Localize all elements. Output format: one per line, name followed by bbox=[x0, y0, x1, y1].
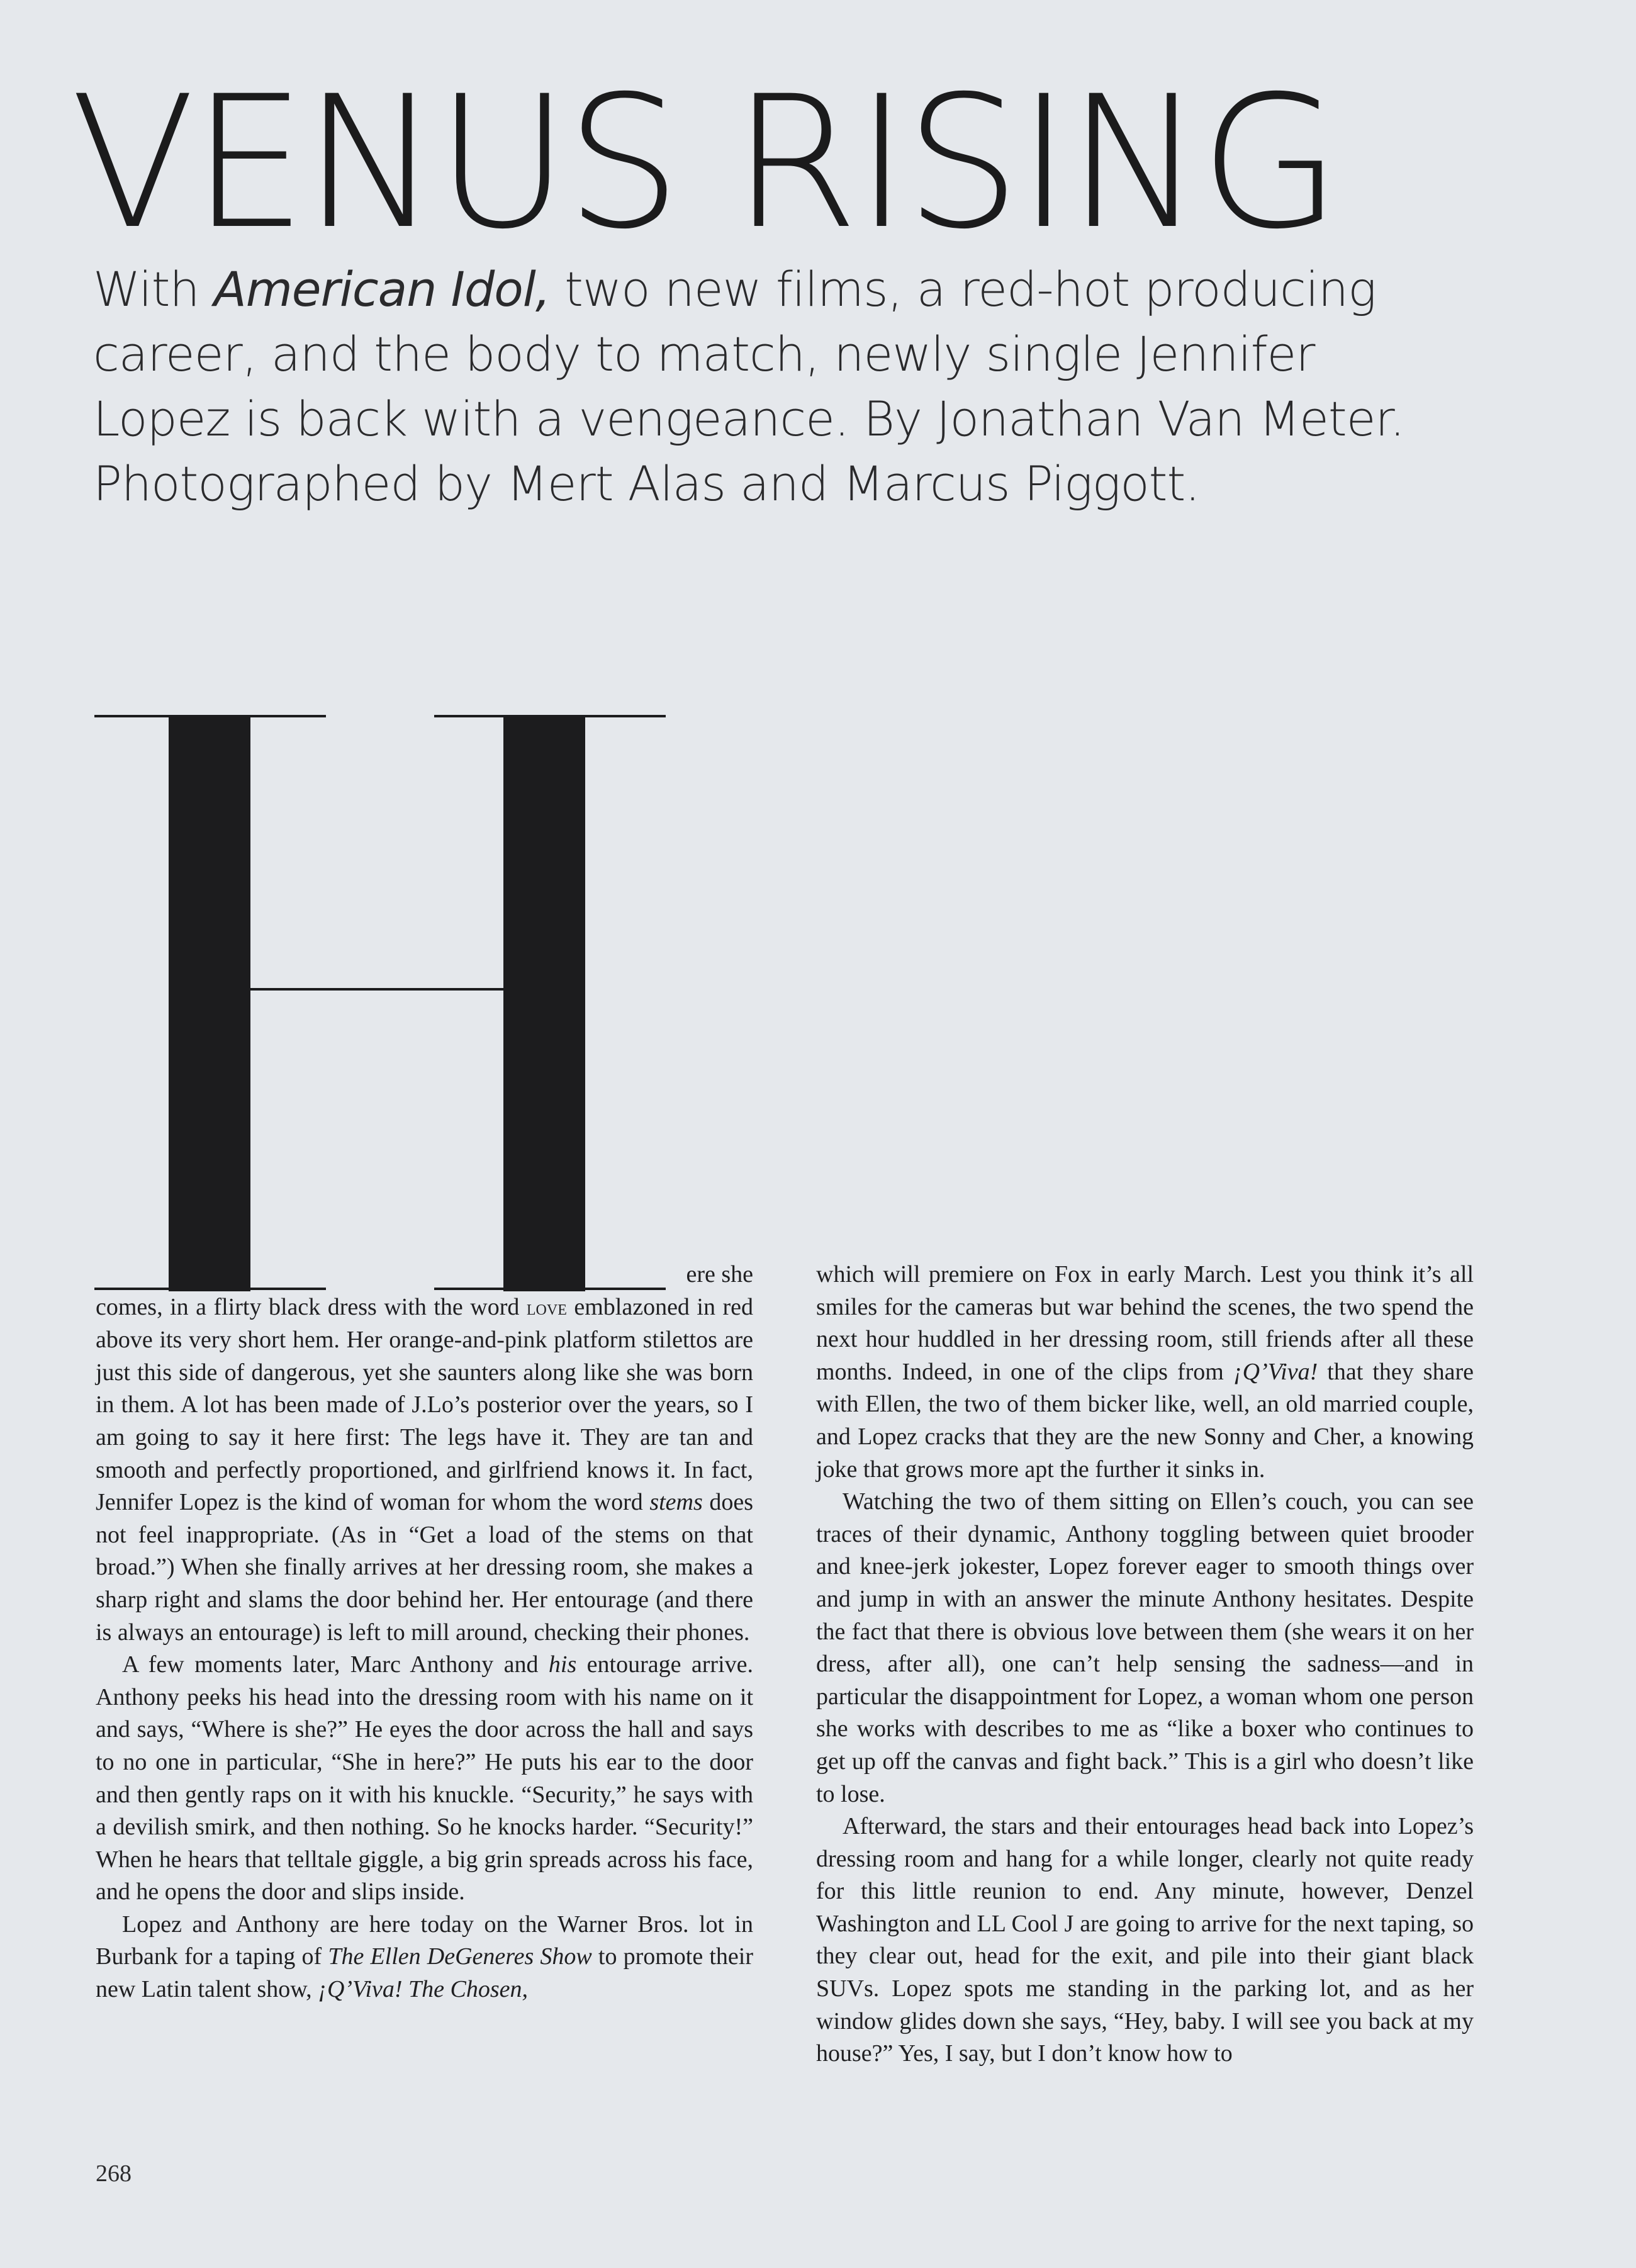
p3-italic-show: The Ellen DeGeneres Show bbox=[328, 1943, 592, 1970]
body-column-left bbox=[96, 1259, 753, 2006]
paragraph-2 bbox=[96, 1649, 753, 1909]
article-dek bbox=[93, 257, 1446, 516]
paragraph-3 bbox=[96, 1909, 753, 2006]
article-title: VENUS RISING bbox=[70, 57, 1338, 269]
p1-italic-stems: stems bbox=[649, 1489, 703, 1516]
p1-text-a: comes, in a flirty black dress with the word bbox=[96, 1293, 527, 1320]
p3-text-b: to promote their new Latin talent show, bbox=[96, 1943, 753, 2003]
p3-italic-qviva: ¡Q’Viva! The Chosen, bbox=[318, 1976, 529, 2003]
p4-italic-qviva: ¡Q’Viva! bbox=[1233, 1358, 1318, 1385]
p2-text-b: entourage arrive. Anthony peeks his head into the dressing room with his name on it and says, “Where is she?” He eyes the door across the hall and says to no one in particular, “She in here?” He puts his ear to the door and then gently raps on it with his knuckle. “Security,” he says with a devilish smirk, and then nothing. So he knocks harder. “Security!” When he hears that telltale giggle, a big grin spreads across his face, and he opens the door and slips inside. bbox=[96, 1651, 753, 1906]
p1-text-c: does not feel inappropriate. (As in “Get a load of the stems on that broad.”) When she finally arrives at her dressing room, she makes a sharp right and slams the door behind her. Her entourage (and there is always an entourage) is left to mill around, checking their phones. bbox=[96, 1489, 753, 1646]
paragraph-1 bbox=[96, 1291, 753, 1649]
paragraph-4 bbox=[816, 1259, 1474, 1486]
dek-text-2: two new films, a red-hot producing career, and the body to match, newly single Jennifer Lopez is back with a vengeance. By Jonathan Van Meter. Photographed by Mert Alas and Marcus Piggott. bbox=[93, 261, 1404, 512]
p4-text-a: which will premiere on Fox in early March. Lest you think it’s all smiles for the cameras but war behind the scenes, the two spend the next hour huddled in her dressing room, still friends after all these months. Indeed, in one of the clips from bbox=[816, 1261, 1474, 1385]
p1-smallcaps-love: love bbox=[526, 1296, 567, 1320]
drop-cap-continuation bbox=[96, 1259, 753, 1291]
body-column-right bbox=[816, 1259, 1474, 2070]
paragraph-6: Afterward, the stars and their entourages head back into Lopez’s dressing room and hang for a while longer, clearly not quite ready for this little reunion to end. Any minute, however, Denzel Washington and LL Cool J are going to arrive for the next taping, so they clear out, head for the exit, and pile into their giant black SUVs. Lopez spots me standing in the parking lot, and as her window glides down she says, “Hey, baby. I will see you back at my house?” Yes, I say, but I don’t know how to bbox=[816, 1813, 1474, 2067]
p3-text-a: Lopez and Anthony are here today on the Warner Bros. lot in Burbank for a taping of bbox=[96, 1911, 753, 1970]
paragraph-5: Watching the two of them sitting on Ellen’s couch, you can see traces of their dynamic, Anthony toggling between quiet brooder and knee-jerk jokester, Lopez forever eager to smooth things over and jump in with an answer the minute Anthony hesitates. Despite the fact that there is obvious love between them (she wears it on her dress, after all), one can’t help sensing the sadness—and in particular the disappointment for Lopez, a woman whom one person she works with describes to me as “like a boxer who continues to get up off the canvas and fight back.” This is a girl who doesn’t like to lose. bbox=[816, 1488, 1474, 1807]
p4-text-b: that they share with Ellen, the two of them bicker like, well, an old married couple, and Lopez cracks that they are the new Sonny and Cher, a knowing joke that grows more apt the further it sinks in. bbox=[816, 1358, 1474, 1483]
p1-text-b: emblazoned in red above its very short hem. Her orange-and-pink platform stilettos are just this side of dangerous, yet she saunters along like she was born in them. A lot has been made of J.Lo’s posterior over the years, so I am going to say it here first: The legs have it. They are tan and smooth and perfectly proportioned, and girlfriend knows it. In fact, Jennifer Lopez is the kind of woman for whom the word bbox=[96, 1293, 753, 1516]
dek-show-title: American Idol, bbox=[213, 261, 550, 317]
page-number: 268 bbox=[96, 2160, 132, 2187]
drop-cap bbox=[94, 711, 673, 1293]
dek-text-1: With bbox=[93, 261, 214, 317]
first-line-text: ere she bbox=[686, 1261, 753, 1288]
drop-cap-h-glyph bbox=[94, 711, 673, 1293]
p2-text-a: A few moments later, Marc Anthony and bbox=[122, 1651, 549, 1678]
p2-italic-his: his bbox=[548, 1651, 577, 1678]
